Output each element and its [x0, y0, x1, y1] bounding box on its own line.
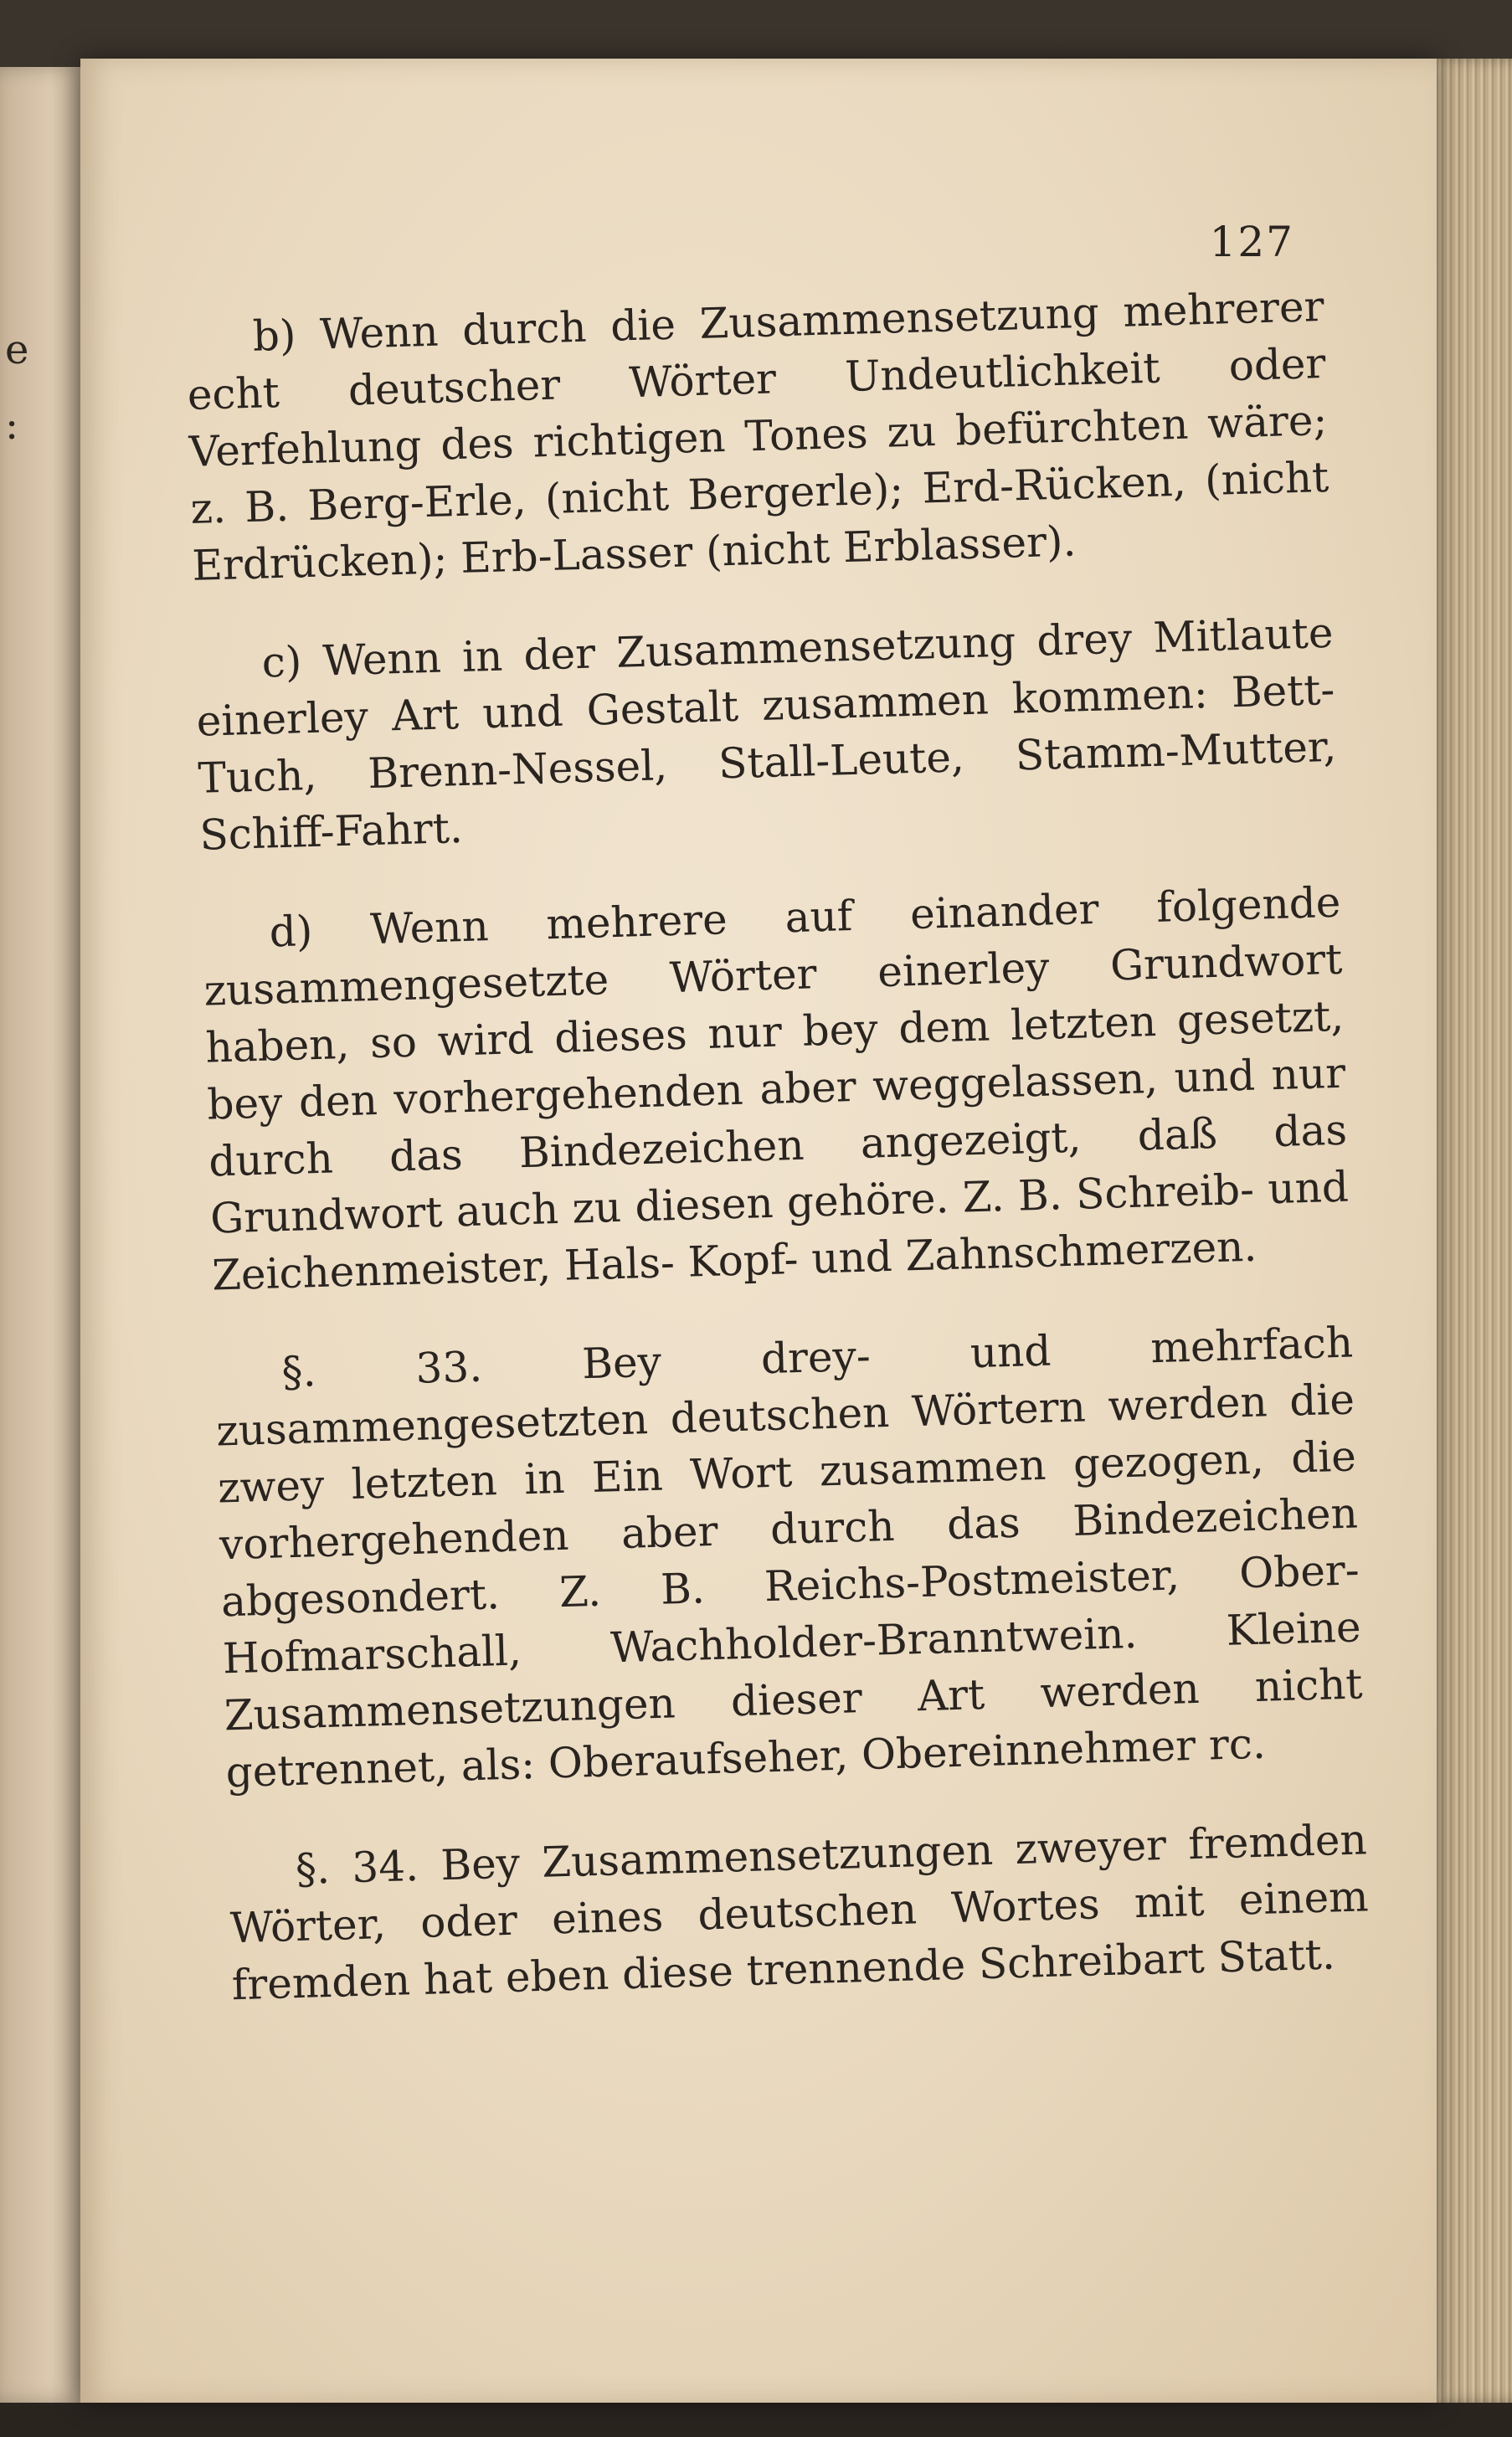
page-text: [185, 278, 1372, 2055]
section-34: §. 34. Bey Zusammensetzungen zweyer fremden Wörter, oder eines deutschen Wortes mit einem fremden hat eben diese trennende Schreibart Statt.: [229, 1815, 1370, 2010]
section-33: §. 33. Bey drey- und mehrfach zusammengesetzten deutschen Wörtern werden die zwey letzten in Ein Wort zusammen gezogen, die vorhergehenden aber durch das Bindezeichen abgesondert. Z. B. Reichs-Postmeister, Ober-Hofmarschall, Wachholder-Branntwein. Kleine Zusammensetzungen dieser Art werden nicht getrennet, als: Oberaufseher, Obereinnehmer rc.: [215, 1318, 1364, 1797]
previous-page-fragment: e: [5, 326, 29, 373]
page-number: 127: [1209, 218, 1294, 266]
book-page: [80, 59, 1437, 2403]
previous-page-fragment: :: [5, 402, 19, 449]
paragraph-b: b) Wenn durch die Zusammensetzung mehrerer echt deutscher Wörter Undeutlichkeit oder Verfehlung des richtigen Tones zu befürchten wäre; z. B. Berg-Erle, (nicht Bergerle); Erd-Rücken, (nicht Erdrücken); Erb-Lasser (nicht Erblasser).: [187, 282, 1329, 590]
previous-page-edge: [0, 67, 84, 2403]
paragraph-d: d) Wenn mehrere auf einander folgende zusammengesetzte Wörter einerley Grundwort haben, so wird dieses nur bey dem letzten gesetzt, bey den vorhergehenden aber weggelassen, und nur durch das Bindezeichen angezeigt, daß das Grundwort auch zu diesen gehöre. Z. B. Schreib- und Zeichenmeister, Hals- Kopf- und Zahnschmerzen.: [203, 877, 1350, 1300]
paragraph-c: c) Wenn in der Zusammensetzung drey Mitlaute einerley Art und Gestalt zusammen kommen: Bett-Tuch, Brenn-Nessel, Stall-Leute, Stamm-Mutter, Schiff-Fahrt.: [195, 608, 1337, 860]
